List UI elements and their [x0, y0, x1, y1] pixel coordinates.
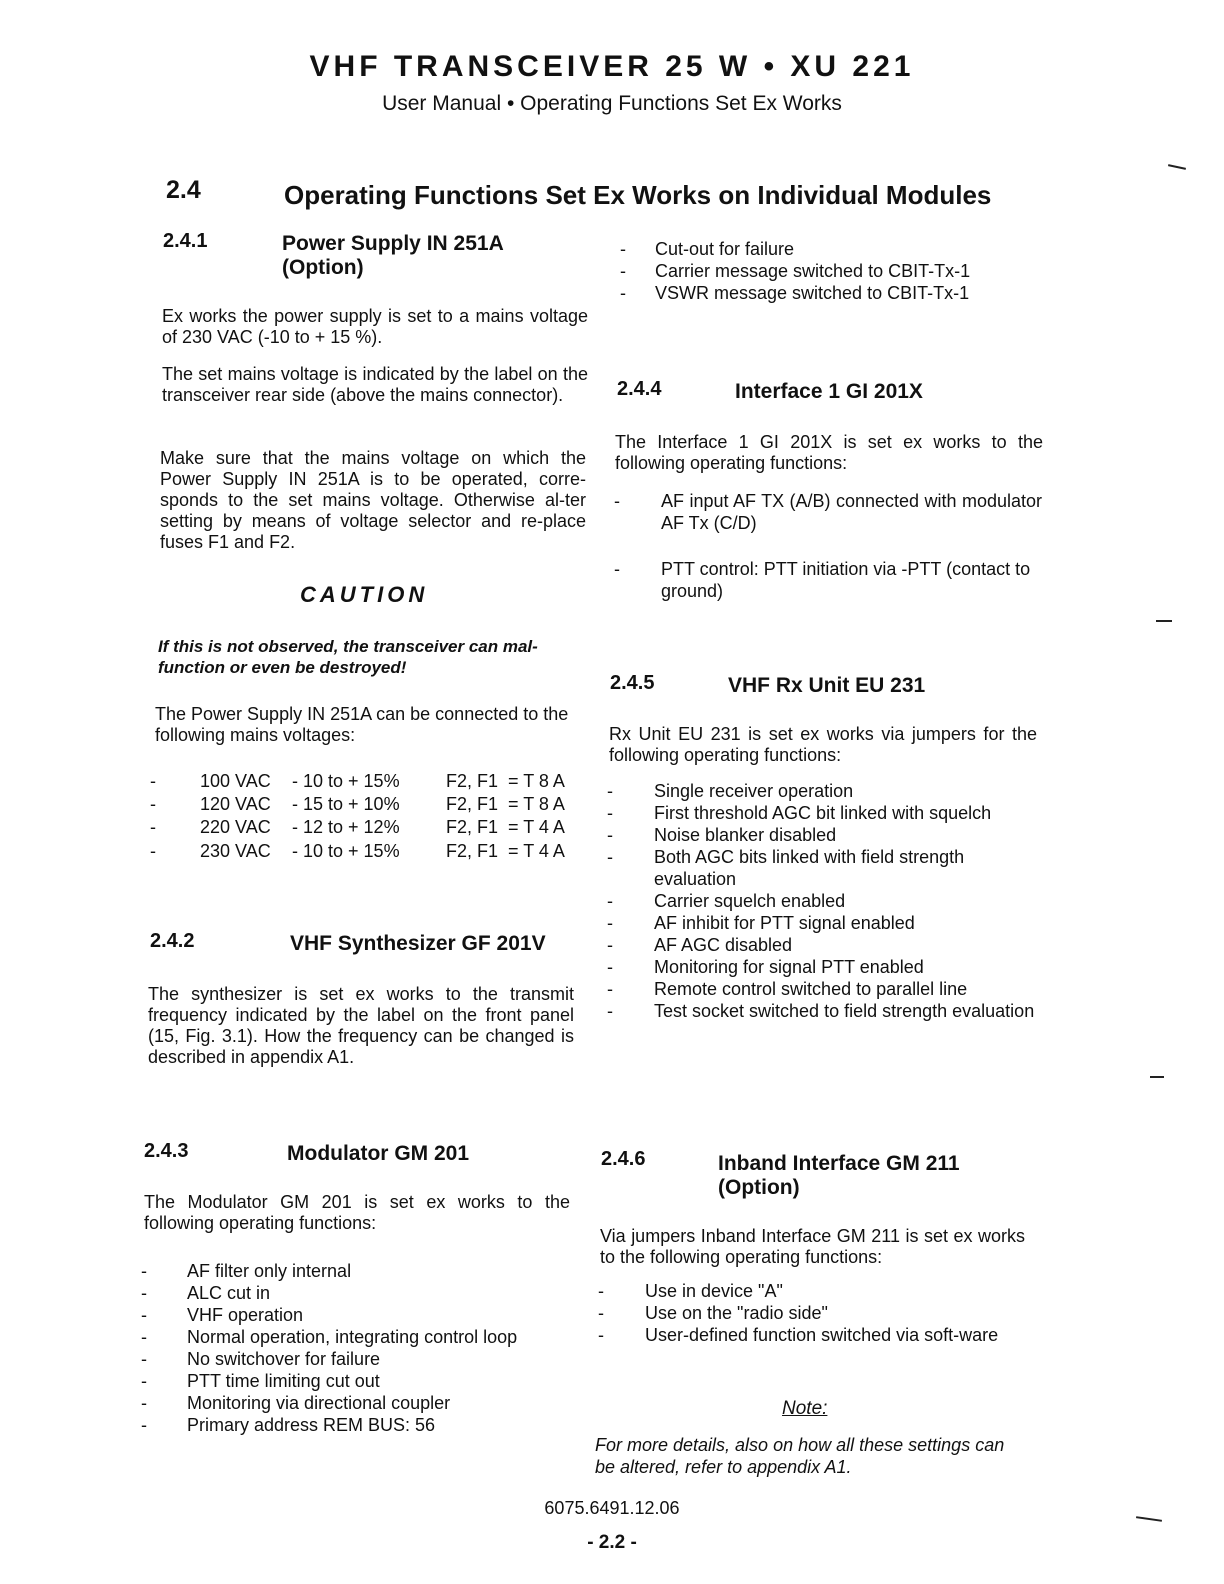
- section-2-4-6-number: 2.4.6: [601, 1148, 646, 1170]
- voltage-tolerance: - 10 to + 15%: [292, 771, 400, 791]
- voltage-value: 220 VAC: [200, 817, 271, 837]
- rx-unit-list: [607, 780, 1035, 1022]
- page-number: - 2.2 -: [587, 1532, 637, 1553]
- section-2-4-4-number: 2.4.4: [617, 378, 662, 400]
- voltage-tolerance: - 10 to + 15%: [292, 841, 400, 861]
- section-2-4-1-number: 2.4.1: [163, 230, 208, 252]
- scan-mark: [1156, 620, 1172, 622]
- list-item: - Use in device "A": [598, 1281, 783, 1301]
- main-section-number: 2.4: [166, 176, 201, 204]
- document-title: VHF TRANSCEIVER 25 W • XU 221: [309, 50, 915, 83]
- caution-label: CAUTION: [300, 582, 429, 607]
- list-dash: -: [150, 817, 156, 837]
- section-2-4-4-title: Interface 1 GI 201X: [735, 380, 923, 403]
- section-2-4-2-number: 2.4.2: [150, 930, 195, 952]
- list-item: - Use on the "radio side": [598, 1303, 828, 1323]
- caution-text: If this is not observed, the transceiver can mal-function or even be destroyed!: [158, 637, 538, 677]
- scan-mark: [1150, 1076, 1164, 1078]
- list-item: - VSWR message switched to CBIT-Tx-1: [620, 283, 970, 303]
- list-item: - AF filter only internal: [141, 1261, 352, 1281]
- list-item: - AF AGC disabled: [607, 935, 793, 955]
- list-item: - Monitoring for signal PTT enabled: [607, 957, 924, 977]
- section-2-4-5-title: VHF Rx Unit EU 231: [728, 674, 926, 697]
- list-item: - Noise blanker disabled: [607, 825, 837, 845]
- voltage-value: 100 VAC: [200, 771, 271, 791]
- main-section-title: Operating Functions Set Ex Works on Individual Modules: [284, 180, 992, 210]
- inband-interface-para: Via jumpers Inband Interface GM 211 is set ex works to the following operating functions:: [600, 1226, 1025, 1267]
- voltage-tolerance: - 12 to + 12%: [292, 817, 400, 837]
- fuse-rating: F2, F1 = T 4 A: [446, 841, 565, 861]
- list-item: - Primary address REM BUS: 56: [141, 1415, 436, 1435]
- fuse-rating: F2, F1 = T 8 A: [446, 794, 565, 814]
- scan-mark: [1168, 164, 1186, 170]
- list-dash: -: [150, 771, 156, 791]
- list-item: - Monitoring via directional coupler: [141, 1393, 451, 1413]
- voltage-tolerance: - 15 to + 10%: [292, 794, 400, 814]
- list-item: - No switchover for failure: [141, 1349, 381, 1369]
- voltage-value: 230 VAC: [200, 841, 271, 861]
- list-dash: -: [150, 794, 156, 814]
- document-subtitle: User Manual • Operating Functions Set Ex Works: [382, 92, 842, 115]
- list-item: - VHF operation: [141, 1305, 304, 1325]
- fuse-rating: F2, F1 = T 8 A: [446, 771, 565, 791]
- section-2-4-1-title: Power Supply IN 251A (Option): [282, 232, 504, 279]
- note-label: Note:: [782, 1398, 828, 1419]
- section-2-4-3-title: Modulator GM 201: [287, 1142, 470, 1165]
- list-item: - Carrier message switched to CBIT-Tx-1: [620, 261, 971, 281]
- list-item: - First threshold AGC bit linked with squelch: [607, 803, 992, 823]
- power-supply-para-2: The set mains voltage is indicated by the label on the transceiver rear side (above the mains connector).: [162, 364, 588, 405]
- list-item: - Carrier squelch enabled: [607, 891, 846, 911]
- list-item: - Single receiver operation: [607, 781, 854, 801]
- note-text: For more details, also on how all these settings can be altered, refer to appendix A1.: [595, 1435, 1005, 1477]
- section-2-4-3-number: 2.4.3: [144, 1140, 189, 1162]
- section-2-4-2-title: VHF Synthesizer GF 201V: [290, 932, 546, 955]
- section-2-4-5-number: 2.4.5: [610, 672, 655, 694]
- list-item: - ALC cut in: [141, 1283, 271, 1303]
- list-item: - AF inhibit for PTT signal enabled: [607, 913, 915, 933]
- rx-unit-para: Rx Unit EU 231 is set ex works via jumpers for the following operating functions:: [609, 724, 1037, 765]
- power-supply-para-3: Make sure that the mains voltage on which the Power Supply IN 251A is to be operated, corre-sponds to the set mains voltage. Otherwise al-ter setting by means of voltage selector and re-place fuses F1 and F2.: [160, 448, 586, 552]
- list-item: - PTT time limiting cut out: [141, 1371, 380, 1391]
- list-item: - Both AGC bits linked with field strength evaluation: [607, 847, 965, 889]
- list-item: - Remote control switched to parallel line: [607, 979, 968, 999]
- power-supply-para-4: The Power Supply IN 251A can be connected to the following mains voltages:: [155, 704, 569, 745]
- list-item: - Normal operation, integrating control loop: [141, 1327, 518, 1347]
- list-item: - PTT control: PTT initiation via -PTT (contact to ground): [614, 559, 1031, 601]
- interface-list: [614, 490, 1042, 602]
- list-item: - Test socket switched to field strength evaluation: [607, 1001, 1035, 1021]
- list-item: - AF input AF TX (A/B) connected with modulator AF Tx (C/D): [614, 491, 1042, 533]
- list-item: - Cut-out for failure: [620, 239, 795, 259]
- modulator-list: [141, 1260, 569, 1436]
- document-number: 6075.6491.12.06: [544, 1498, 680, 1518]
- list-item: - User-defined function switched via soft-ware: [598, 1325, 999, 1345]
- power-supply-para-1: Ex works the power supply is set to a mains voltage of 230 VAC (-10 to + 15 %).: [162, 306, 588, 347]
- voltage-value: 120 VAC: [200, 794, 271, 814]
- fuse-rating: F2, F1 = T 4 A: [446, 817, 565, 837]
- section-2-4-6-title: Inband Interface GM 211 (Option): [718, 1152, 960, 1199]
- synthesizer-para: The synthesizer is set ex works to the transmit frequency indicated by the label on the front panel (15, Fig. 3.1). How the frequency can be changed is described in appendix A1.: [148, 984, 574, 1067]
- modulator-para: The Modulator GM 201 is set ex works to the following operating functions:: [144, 1192, 570, 1233]
- modulator-list-continued: [620, 238, 1040, 304]
- list-dash: -: [150, 841, 156, 861]
- inband-interface-list: [598, 1280, 1024, 1346]
- interface-para: The Interface 1 GI 201X is set ex works to the following operating functions:: [615, 432, 1043, 473]
